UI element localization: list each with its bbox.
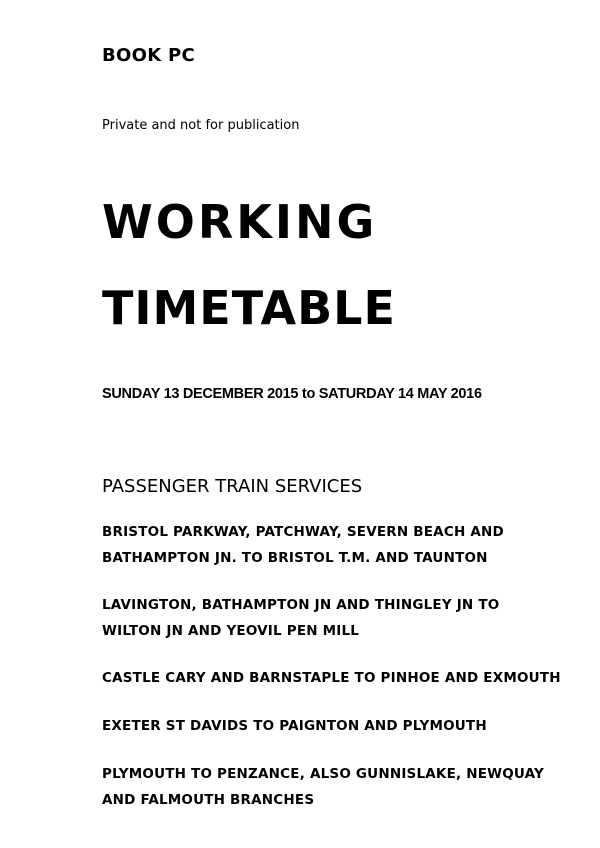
validity-dates: SUNDAY 13 DECEMBER 2015 to SATURDAY 14 MAY 2016 [102, 386, 482, 402]
service-line: PLYMOUTH TO PENZANCE, ALSO GUNNISLAKE, NEWQUAY [102, 766, 545, 782]
document-title-line-1: WORKING [102, 195, 378, 249]
book-code: BOOK PC [102, 45, 196, 66]
service-item [102, 519, 504, 571]
service-line: LAVINGTON, BATHAMPTON JN AND THINGLEY JN TO [102, 597, 500, 613]
document-title-line-2: TIMETABLE [102, 281, 396, 335]
service-line: CASTLE CARY AND BARNSTAPLE TO PINHOE AND EXMOUTH [102, 670, 561, 686]
service-item [102, 761, 544, 813]
service-line: AND FALMOUTH BRANCHES [102, 792, 315, 808]
section-heading: PASSENGER TRAIN SERVICES [102, 476, 363, 497]
service-item [102, 713, 487, 739]
publication-notice: Private and not for publication [102, 118, 300, 133]
service-line: EXETER ST DAVIDS TO PAIGNTON AND PLYMOUTH [102, 718, 487, 734]
service-line: WILTON JN AND YEOVIL PEN MILL [102, 623, 360, 639]
service-item [102, 592, 499, 644]
service-line: BRISTOL PARKWAY, PATCHWAY, SEVERN BEACH AND [102, 524, 504, 540]
service-line: BATHAMPTON JN. TO BRISTOL T.M. AND TAUNTON [102, 550, 488, 566]
service-item [102, 665, 561, 691]
